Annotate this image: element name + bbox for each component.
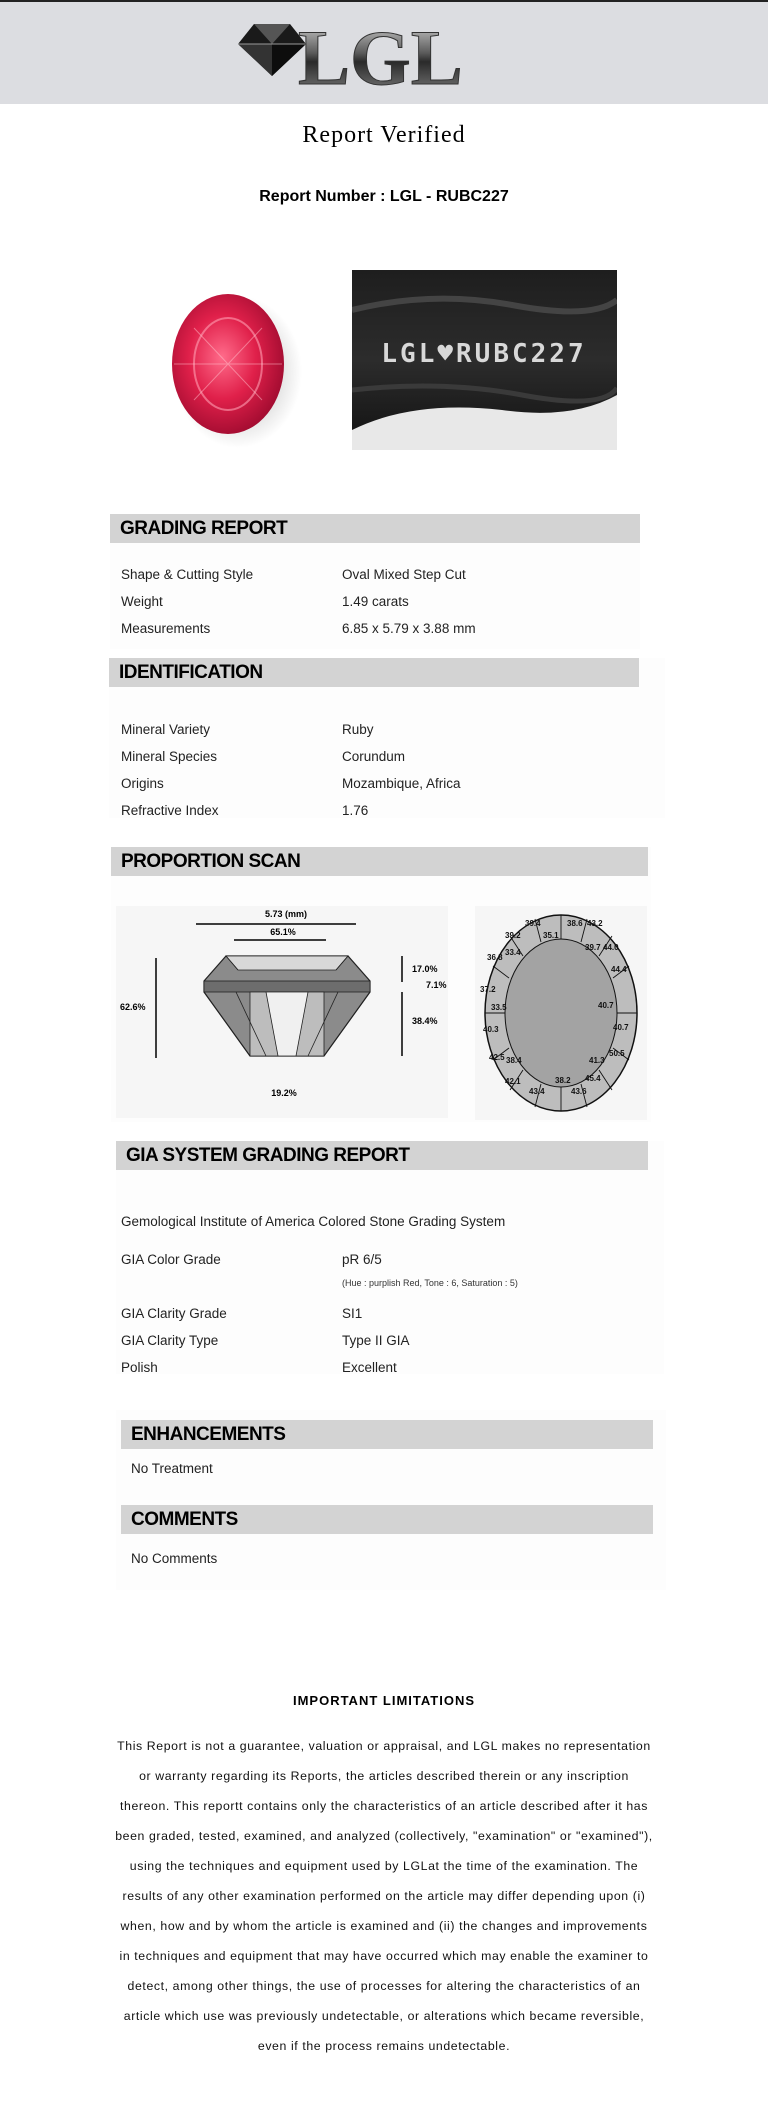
gia-clarity-value: SI1 xyxy=(342,1306,363,1321)
svg-text:43.6: 43.6 xyxy=(571,1087,587,1096)
girdle-pct: 7.1% xyxy=(426,980,447,990)
inscription-text: LGL♥RUBC227 xyxy=(381,339,587,369)
gia-clarity-type-label: GIA Clarity Type xyxy=(121,1333,219,1348)
profile-diagram xyxy=(116,906,448,1118)
logo-text: LGL xyxy=(298,14,463,98)
gia-intro: Gemological Institute of America Colored Stone Grading System xyxy=(121,1214,506,1229)
measurements-value: 6.85 x 5.79 x 3.88 mm xyxy=(342,621,476,636)
svg-text:39.4: 39.4 xyxy=(525,919,541,928)
svg-text:45.4: 45.4 xyxy=(585,1074,601,1083)
mineral-variety-value: Ruby xyxy=(342,722,374,737)
shape-label: Shape & Cutting Style xyxy=(121,567,254,582)
inscription-photo xyxy=(352,270,617,450)
svg-text:38.2: 38.2 xyxy=(555,1076,571,1085)
svg-text:43.2: 43.2 xyxy=(587,919,603,928)
weight-label: Weight xyxy=(121,594,163,609)
svg-text:37.2: 37.2 xyxy=(480,985,496,994)
enhancements-header xyxy=(121,1420,653,1449)
gia-report-header xyxy=(116,1141,648,1170)
refractive-index-value: 1.76 xyxy=(342,803,369,818)
svg-text:33.4: 33.4 xyxy=(505,948,521,957)
table-pct: 65.1% xyxy=(270,927,296,937)
grading-report-header xyxy=(110,514,640,543)
svg-text:40.7: 40.7 xyxy=(598,1001,614,1010)
svg-text:40.3: 40.3 xyxy=(483,1025,499,1034)
pavilion-pct: 38.4% xyxy=(412,1016,438,1026)
mineral-variety-label: Mineral Variety xyxy=(121,722,211,737)
section-title: IDENTIFICATION xyxy=(119,662,263,683)
svg-text:44.0: 44.0 xyxy=(603,943,619,952)
enhancements-text: No Treatment xyxy=(131,1461,213,1476)
svg-text:40.7: 40.7 xyxy=(613,1023,629,1032)
culet-pct: 19.2% xyxy=(271,1088,297,1098)
crown-pct: 17.0% xyxy=(412,964,438,974)
limitations-text: This Report is not a guarantee, valuation or appraisal, and LGL makes no representation or warranty regarding its Reports, the articles described therein or any inscription thereon. This reportt contains only the characteristics of an article described after it has been graded, tested, examined, and analyzed (collectively, "examination" or "examined"), using the techniques and equipment used by LGLat the time of the examination. The results of any other examination performed on the article may differ depending upon (i) when, how and by whom the article is examined and (ii) the changes and improvements in techniques and equipment that may have occurred which may enable the examiner to detect, among other things, the use of processes for altering the characteristics of an article which use was previously undetectable, or alterations which became reversible, even if the process remains undetectable. xyxy=(115,1739,653,2053)
diamond-icon xyxy=(238,24,306,76)
mineral-species-label: Mineral Species xyxy=(121,749,218,764)
depth-pct: 62.6% xyxy=(120,1002,146,1012)
svg-text:36.8: 36.8 xyxy=(487,953,503,962)
svg-text:41.3: 41.3 xyxy=(589,1056,605,1065)
width-label: 5.73 (mm) xyxy=(264,909,308,919)
gia-clarity-label: GIA Clarity Grade xyxy=(121,1306,227,1321)
section-title: ENHANCEMENTS xyxy=(131,1424,286,1445)
section-title: PROPORTION SCAN xyxy=(121,851,301,872)
shape-value: Oval Mixed Step Cut xyxy=(342,567,466,582)
site-header xyxy=(0,2,768,104)
svg-text:39.7: 39.7 xyxy=(585,943,601,952)
gia-color-value: pR 6/5 xyxy=(342,1252,382,1267)
proportion-scan-header xyxy=(111,847,648,876)
weight-value: 1.49 carats xyxy=(342,594,409,609)
top-view-diagram xyxy=(475,906,647,1120)
comments-text: No Comments xyxy=(131,1551,218,1566)
svg-text:39.2: 39.2 xyxy=(505,931,521,940)
svg-text:35.1: 35.1 xyxy=(543,931,559,940)
polish-label: Polish xyxy=(121,1360,158,1375)
gia-clarity-type-value: Type II GIA xyxy=(342,1333,410,1348)
identification-header xyxy=(109,658,639,687)
limitations-title: IMPORTANT LIMITATIONS xyxy=(292,1693,476,1708)
svg-text:33.5: 33.5 xyxy=(491,1003,507,1012)
gia-color-label: GIA Color Grade xyxy=(121,1252,221,1267)
section-title: COMMENTS xyxy=(131,1509,238,1530)
origins-value: Mozambique, Africa xyxy=(342,776,461,791)
gia-color-note: (Hue : purplish Red, Tone : 6, Saturation : 5) xyxy=(342,1278,518,1288)
svg-text:42.1: 42.1 xyxy=(505,1077,521,1086)
polish-value: Excellent xyxy=(342,1360,397,1375)
gem-photo xyxy=(134,268,326,460)
report-number: Report Number : LGL - RUBC227 xyxy=(259,188,509,205)
refractive-index-label: Refractive Index xyxy=(121,803,219,818)
comments-header xyxy=(121,1505,653,1534)
svg-text:38.4: 38.4 xyxy=(506,1056,522,1065)
svg-text:50.5: 50.5 xyxy=(609,1049,625,1058)
svg-text:42.5: 42.5 xyxy=(489,1053,505,1062)
origins-label: Origins xyxy=(121,776,164,791)
page-title: Report Verified xyxy=(302,122,466,148)
lgl-logo[interactable] xyxy=(232,14,492,98)
svg-text:44.4: 44.4 xyxy=(611,965,627,974)
section-title: GIA SYSTEM GRADING REPORT xyxy=(126,1145,410,1166)
section-title: GRADING REPORT xyxy=(120,518,288,539)
svg-text:43.4: 43.4 xyxy=(529,1087,545,1096)
svg-text:38.6: 38.6 xyxy=(567,919,583,928)
mineral-species-value: Corundum xyxy=(342,749,406,764)
measurements-label: Measurements xyxy=(121,621,211,636)
